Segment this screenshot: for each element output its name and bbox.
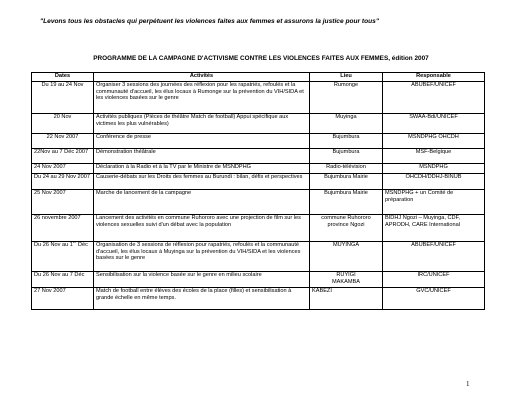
row-activite: Conférence de presse bbox=[94, 134, 310, 149]
row-activite: Organisation de 3 sessions de réflexion pour rapatriés, refoulés et la communauté d'accueil, les élus locaux à Muyinga sur la prévention du VIH/SIDA et les violences basées sur le genre bbox=[94, 242, 310, 272]
row-lieu: MUYINGA bbox=[310, 242, 383, 272]
row-activite: Lancement des activités en commune Ruhororo avec une projection de film sur les violences sexuelles suivi d'un débat avec la population bbox=[94, 215, 310, 242]
row-responsable: MSNDPHG + un Comité de préparation bbox=[383, 190, 485, 215]
row-date: 22Nov au 7 Déc 2007 bbox=[32, 149, 94, 164]
table-row bbox=[32, 174, 485, 190]
row-activite: Démonstration théâtrale bbox=[94, 149, 310, 164]
row-responsable: GVC/UNICEF bbox=[383, 288, 485, 310]
row-date: 25 Nov 2007 bbox=[32, 190, 94, 215]
row-responsable: ABUBEF/UNICEF bbox=[383, 82, 485, 114]
row-responsable: OHCDH/DDHJ-BINUB bbox=[383, 174, 485, 190]
row-lieu: Rumonge bbox=[310, 82, 383, 114]
row-activite: Match de football entre élèves des écoles de la place (filles) et sensibilisation à grande échelle en même temps. bbox=[94, 288, 310, 310]
table-row bbox=[32, 190, 485, 215]
header-lieu: Lieu bbox=[310, 73, 383, 82]
row-activite: Organiser 3 sessions des journées des réflexion pour les rapatriés, refoulés et la communauté d'accueil, les élus locaux à Rumonge sur la prévention du VIH/SIDA et les violences basées sur le genre bbox=[94, 82, 310, 114]
row-activite: Activités publiques (Pièces de théâtre Match de football) Appui spécifique aux victimes les plus vulnérables) bbox=[94, 114, 310, 134]
table-row bbox=[32, 164, 485, 174]
row-responsable: MSNDPHG bbox=[383, 164, 485, 174]
table-row bbox=[32, 215, 485, 242]
row-responsable: SWAA-Bdi/UNICEF bbox=[383, 114, 485, 134]
campaign-slogan: "Levons tous les obstacles qui perpétuent les violences faites aux femmes et assurons la justice pour tous" bbox=[40, 18, 379, 25]
row-activite: Sensibilisation sur la violence basée sur le genre en milieu scolaire bbox=[94, 272, 310, 288]
table-row bbox=[32, 272, 485, 288]
page-title: PROGRAMME DE LA CAMPAGNE D'ACTIVISME CONTRE LES VIOLENCES FAITES AUX FEMMES, édition 2007 bbox=[93, 55, 429, 62]
row-lieu: Bujumbura Mairie bbox=[310, 190, 383, 215]
row-activite: Marche de lancement de la campagne bbox=[94, 190, 310, 215]
row-responsable: BIDHJ Ngozi – Muyinga, CDF, APRODH, CARE International bbox=[383, 215, 485, 242]
table-row bbox=[32, 82, 485, 114]
table-row bbox=[32, 242, 485, 272]
row-lieu: Bujumbura Mairie bbox=[310, 174, 383, 190]
row-responsable: MSNDPHG OHCDH bbox=[383, 134, 485, 149]
row-lieu: Muyinga bbox=[310, 114, 383, 134]
row-lieu: Radio-télévision bbox=[310, 164, 383, 174]
row-date: 26 novembre 2007 bbox=[32, 215, 94, 242]
header-dates: Dates bbox=[32, 73, 94, 82]
page-number: 1 bbox=[466, 380, 470, 388]
campaign-schedule-table bbox=[31, 72, 485, 310]
row-lieu: Bujumbura bbox=[310, 149, 383, 164]
header-activites: Activités bbox=[94, 73, 310, 82]
row-date: 22 Nov 2007 bbox=[32, 134, 94, 149]
table-row bbox=[32, 134, 485, 149]
row-date: 27 Nov 2007 bbox=[32, 288, 94, 310]
row-activite: Causerie-débats sur les Droits des femmes au Burundi : bilan, défis et perspectives bbox=[94, 174, 310, 190]
table-row bbox=[32, 114, 485, 134]
row-lieu: RUYIGI MAKAMBA bbox=[310, 272, 383, 288]
row-responsable: MSF-Belgique bbox=[383, 149, 485, 164]
table-row bbox=[32, 149, 485, 164]
row-activite: Déclaration à la Radio et à la TV par le Ministre de MSNDPHG bbox=[94, 164, 310, 174]
row-responsable: IRC/UNICEF bbox=[383, 272, 485, 288]
table-row bbox=[32, 288, 485, 310]
row-date: 24 Nov 2007 bbox=[32, 164, 94, 174]
table-header-row bbox=[32, 73, 485, 82]
row-lieu: Bujumbura bbox=[310, 134, 383, 149]
row-lieu: commune Ruhororo province Ngozi bbox=[310, 215, 383, 242]
header-responsable: Responsable bbox=[383, 73, 485, 82]
row-date: Du 26 Nov au 7 Déc bbox=[32, 272, 94, 288]
row-lieu: KABEZI bbox=[310, 288, 383, 310]
row-date: Du 19 au 24 Nov bbox=[32, 82, 94, 114]
row-date: 20 Nov bbox=[32, 114, 94, 134]
row-responsable: ABUBEF/UNICEF bbox=[383, 242, 485, 272]
row-date: Du 24 au 29 Nov 2007 bbox=[32, 174, 94, 190]
row-date: Du 26 Nov au 1er Déc bbox=[32, 242, 94, 272]
